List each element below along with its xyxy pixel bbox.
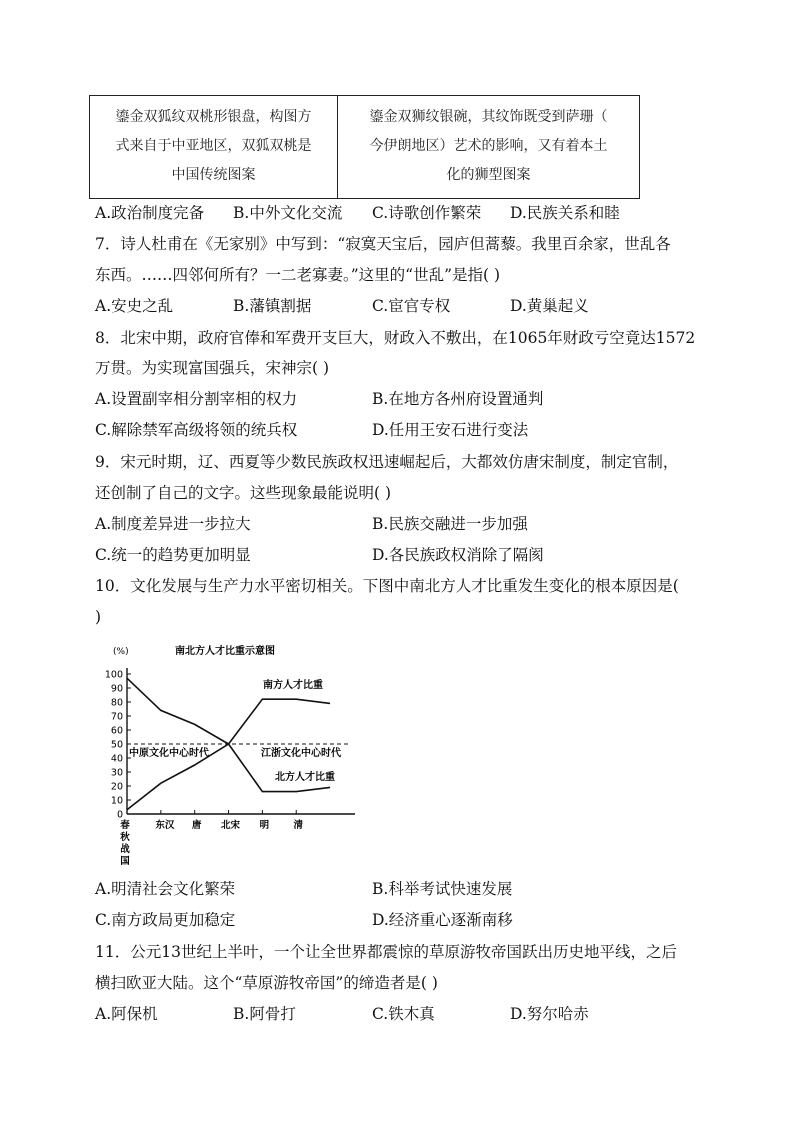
y-tick-label: 50	[110, 739, 123, 751]
option-c[interactable]: C.解除禁军高级将领的统兵权	[95, 421, 298, 439]
x-tick-label: 清	[293, 820, 303, 831]
option-d[interactable]: D.任用王安石进行变法	[372, 421, 529, 439]
y-tick-label: 30	[110, 767, 123, 779]
question-9-line: 还创制了自己的文字。这些现象最能说明( )	[95, 484, 392, 502]
y-tick-label: 10	[110, 795, 123, 807]
option-b[interactable]: B.在地方各州府设置通判	[372, 390, 544, 408]
option-a[interactable]: A.阿保机	[95, 1005, 158, 1023]
y-tick-label: 60	[110, 725, 123, 737]
table-right-line: 化的狮型图案	[446, 167, 531, 183]
question-8-line: 8．北宋中期，政府官俸和军费开支巨大，财政入不敷出，在1065年财政亏空竟达1572	[95, 329, 696, 347]
y-tick-label: 20	[110, 781, 123, 793]
series-label-north: 北方人才比重	[275, 772, 335, 783]
option-a[interactable]: A.制度差异进一步拉大	[95, 515, 251, 533]
option-b[interactable]: B.阿骨打	[233, 1005, 296, 1023]
y-tick-label: 0	[116, 809, 123, 821]
talent-ratio-chart	[95, 640, 375, 870]
chart-title: 南北方人才比重示意图	[175, 646, 275, 657]
question-10-line: )	[95, 608, 102, 626]
option-c[interactable]: C.南方政局更加稳定	[95, 911, 236, 929]
table-right-line: 今伊朗地区）艺术的影响，又有着本土	[369, 138, 608, 154]
series-label-south: 南方人才比重	[263, 680, 323, 691]
question-11-line: 11．公元13世纪上半叶，一个让全世界都震惊的草原游牧帝国跃出历史地平线，之后	[95, 943, 677, 961]
table-left-line: 式来自于中亚地区，双狐双桃是	[115, 138, 312, 154]
annotation-central-plains: 中原文化中心时代	[129, 748, 209, 759]
x-tick-label: 战	[120, 844, 130, 855]
option-d[interactable]: D.努尔哈赤	[510, 1005, 589, 1023]
y-tick-label: 90	[110, 683, 123, 695]
option-d[interactable]: D.黄巢起义	[510, 297, 589, 315]
question-7-line: 东西。……四邻何所有？一二老寡妻。”这里的“世乱”是指( )	[95, 266, 501, 284]
option-d[interactable]: D.民族关系和睦	[510, 204, 620, 222]
option-d[interactable]: D.各民族政权消除了隔阂	[372, 546, 544, 564]
y-axis-label: (%)	[113, 647, 129, 657]
option-c[interactable]: C.宦官专权	[372, 297, 451, 315]
x-tick-label: 春	[120, 820, 130, 831]
table-cell-right	[338, 96, 639, 198]
x-tick-label: 东汉	[155, 820, 175, 831]
question-9-line: 9．宋元时期，辽、西夏等少数民族政权迅速崛起后，大都效仿唐宋制度，制定官制，	[95, 453, 679, 471]
option-a[interactable]: A.设置副宰相分割宰相的权力	[95, 390, 298, 408]
option-b[interactable]: B.藩镇割据	[233, 297, 312, 315]
option-c[interactable]: C.诗歌创作繁荣	[372, 204, 482, 222]
table-left-line: 鎏金双狐纹双桃形银盘，构图方	[115, 109, 312, 125]
y-tick-label: 100	[104, 669, 123, 681]
option-d[interactable]: D.经济重心逐渐南移	[372, 911, 513, 929]
y-tick-label: 80	[110, 697, 123, 709]
annotation-jiangzhe: 江浙文化中心时代	[261, 748, 341, 759]
option-b[interactable]: B.科举考试快速发展	[372, 880, 513, 898]
option-c[interactable]: C.统一的趋势更加明显	[95, 546, 251, 564]
y-tick-label: 70	[110, 711, 123, 723]
question-8-line: 万贯。为实现富国强兵，宋神宗( )	[95, 359, 330, 377]
artifact-table	[89, 95, 640, 199]
option-a[interactable]: A.政治制度完备	[95, 204, 205, 222]
option-a[interactable]: A.安史之乱	[95, 297, 174, 315]
y-tick-label: 40	[110, 753, 123, 765]
x-tick-label: 秋	[120, 832, 130, 843]
option-a[interactable]: A.明清社会文化繁荣	[95, 880, 236, 898]
table-left-line: 中国传统图案	[171, 167, 256, 183]
table-cell-left	[90, 96, 338, 198]
question-11-line: 横扫欧亚大陆。这个“草原游牧帝国”的缔造者是( )	[95, 974, 438, 992]
x-tick-label: 唐	[191, 820, 202, 831]
option-b[interactable]: B.民族交融进一步加强	[372, 515, 528, 533]
x-tick-label: 国	[120, 856, 130, 867]
option-b[interactable]: B.中外文化交流	[233, 204, 343, 222]
question-7-line: 7．诗人杜甫在《无家别》中写到：“寂寞天宝后，园庐但蒿藜。我里百余家，世乱各	[95, 235, 671, 253]
x-tick-label: 明	[259, 820, 270, 831]
table-right-line: 鎏金双狮纹银碗，其纹饰既受到萨珊（	[369, 109, 608, 125]
option-c[interactable]: C.铁木真	[372, 1005, 435, 1023]
question-10-line: 10．文化发展与生产力水平密切相关。下图中南北方人才比重发生变化的根本原因是(	[95, 577, 679, 595]
x-tick-label: 北宋	[221, 820, 241, 831]
